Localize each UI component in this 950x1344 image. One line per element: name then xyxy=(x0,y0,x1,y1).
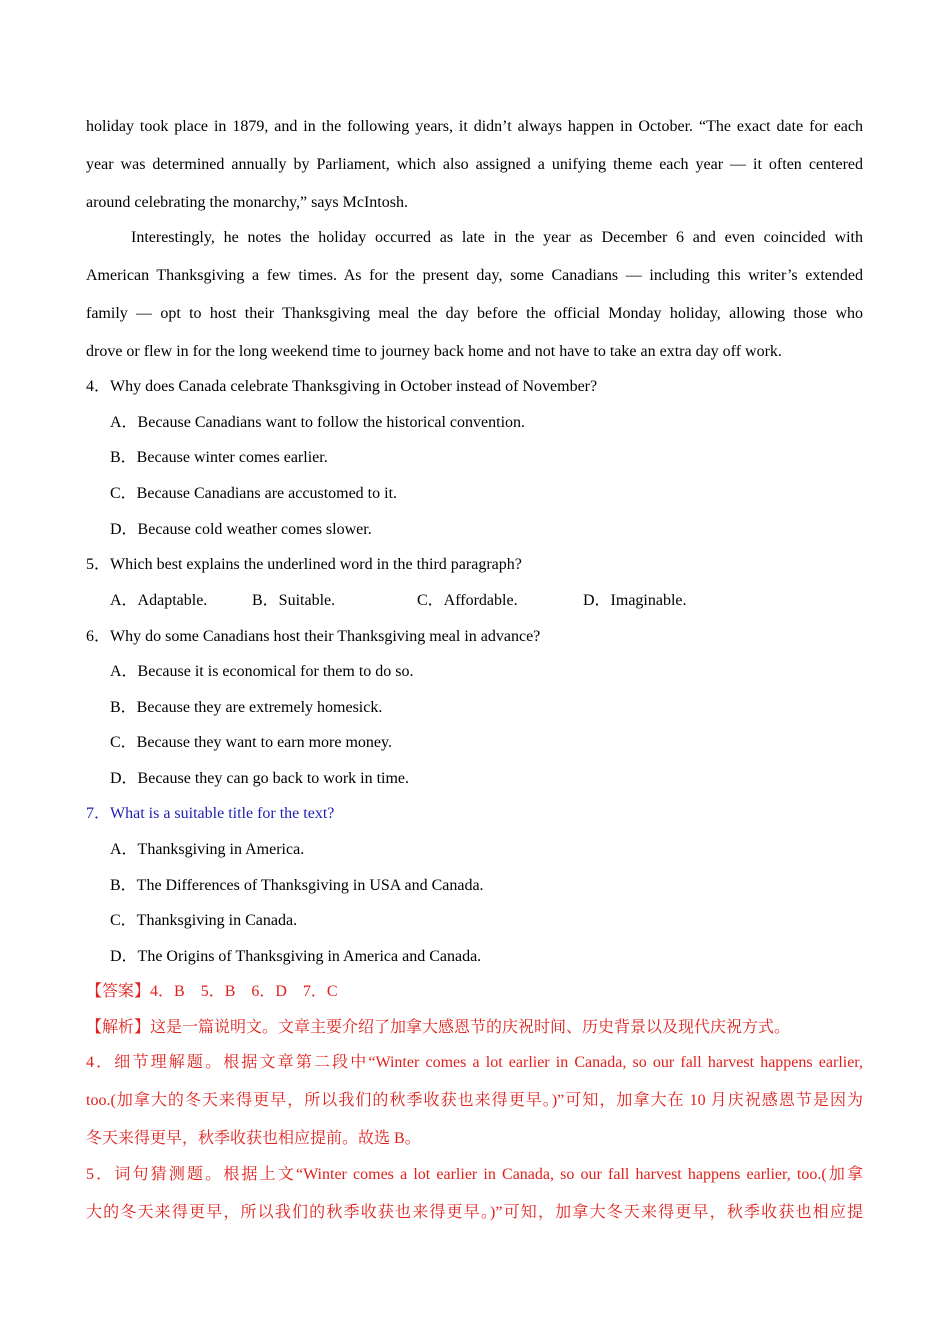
explanation-line: 大的冬天来得更早，所以我们的秋季收获也来得更早。)”可知，加拿大冬天来得更早，秋季收获也相应提 xyxy=(86,1204,863,1221)
question-stem: 5．Which best explains the underlined word in the third paragraph? xyxy=(86,556,522,573)
question-option: D．The Origins of Thanksgiving in America and Canada. xyxy=(110,948,482,965)
analysis xyxy=(86,1018,790,1038)
answer-key xyxy=(86,982,338,1002)
question-option: B．The Differences of Thanksgiving in USA and Canada. xyxy=(110,877,484,894)
answer-label: 【答案】 xyxy=(86,983,151,1000)
question-option: A．Adaptable. xyxy=(110,592,208,609)
explanation-line: 冬天来得更早，秋季收获也相应提前。故选 B。 xyxy=(86,1130,421,1147)
passage-line: family — opt to host their Thanksgiving meal the day before the official Monday holiday, allowing those who xyxy=(86,305,863,322)
answer-text: 4．B 5．B 6．D 7．C xyxy=(150,983,338,1000)
question-option: C．Thanksgiving in Canada. xyxy=(110,912,298,929)
explanation-line: too.(加拿大的冬天来得更早，所以我们的秋季收获也来得更早。)”可知，加拿大在 10 月庆祝感恩节是因为 xyxy=(86,1092,863,1109)
question-option: C．Because they want to earn more money. xyxy=(110,734,392,751)
question-option: B．Because winter comes earlier. xyxy=(110,449,328,466)
question-option: C．Affordable. xyxy=(417,592,518,609)
explanation-line: 4．细节理解题。根据文章第二段中“Winter comes a lot earlier in Canada, so our fall harvest happens earlier, xyxy=(86,1054,863,1071)
question-option: D．Imaginable. xyxy=(583,592,687,609)
question-option: C．Because Canadians are accustomed to it. xyxy=(110,485,398,502)
passage-line: drove or flew in for the long weekend time to journey back home and not have to take an extra day off work. xyxy=(86,343,782,360)
question-option: A．Thanksgiving in America. xyxy=(110,841,305,858)
question-option: A．Because it is economical for them to do so. xyxy=(110,663,414,680)
passage-line: holiday took place in 1879, and in the following years, it didn’t always happen in October. “The exact date for each xyxy=(86,118,863,135)
question-option: D．Because they can go back to work in time. xyxy=(110,770,410,787)
question-stem: 7．What is a suitable title for the text? xyxy=(86,805,335,822)
question-stem: 6．Why do some Canadians host their Thanksgiving meal in advance? xyxy=(86,628,541,645)
explanation-line: 5．词句猜测题。根据上文“Winter comes a lot earlier in Canada, so our fall harvest happens earlier, too.(加拿 xyxy=(86,1166,863,1183)
analysis-label: 【解析】 xyxy=(86,1019,151,1036)
question-stem: 4．Why does Canada celebrate Thanksgiving in October instead of November? xyxy=(86,378,598,395)
question-option: B．Suitable. xyxy=(252,592,336,609)
passage-line: year was determined annually by Parliament, which also assigned a unifying theme each year — it often centered xyxy=(86,156,863,173)
passage-line: American Thanksgiving a few times. As for the present day, some Canadians — including this writer’s extended xyxy=(86,267,863,284)
question-option: B．Because they are extremely homesick. xyxy=(110,699,383,716)
question-option: A．Because Canadians want to follow the historical convention. xyxy=(110,414,526,431)
passage-line: Interestingly, he notes the holiday occurred as late in the year as December 6 and even coincided with xyxy=(131,229,863,246)
passage-line: around celebrating the monarchy,” says McIntosh. xyxy=(86,194,408,211)
question-option: D．Because cold weather comes slower. xyxy=(110,521,372,538)
analysis-text: 这是一篇说明文。文章主要介绍了加拿大感恩节的庆祝时间、历史背景以及现代庆祝方式。 xyxy=(150,1019,791,1036)
